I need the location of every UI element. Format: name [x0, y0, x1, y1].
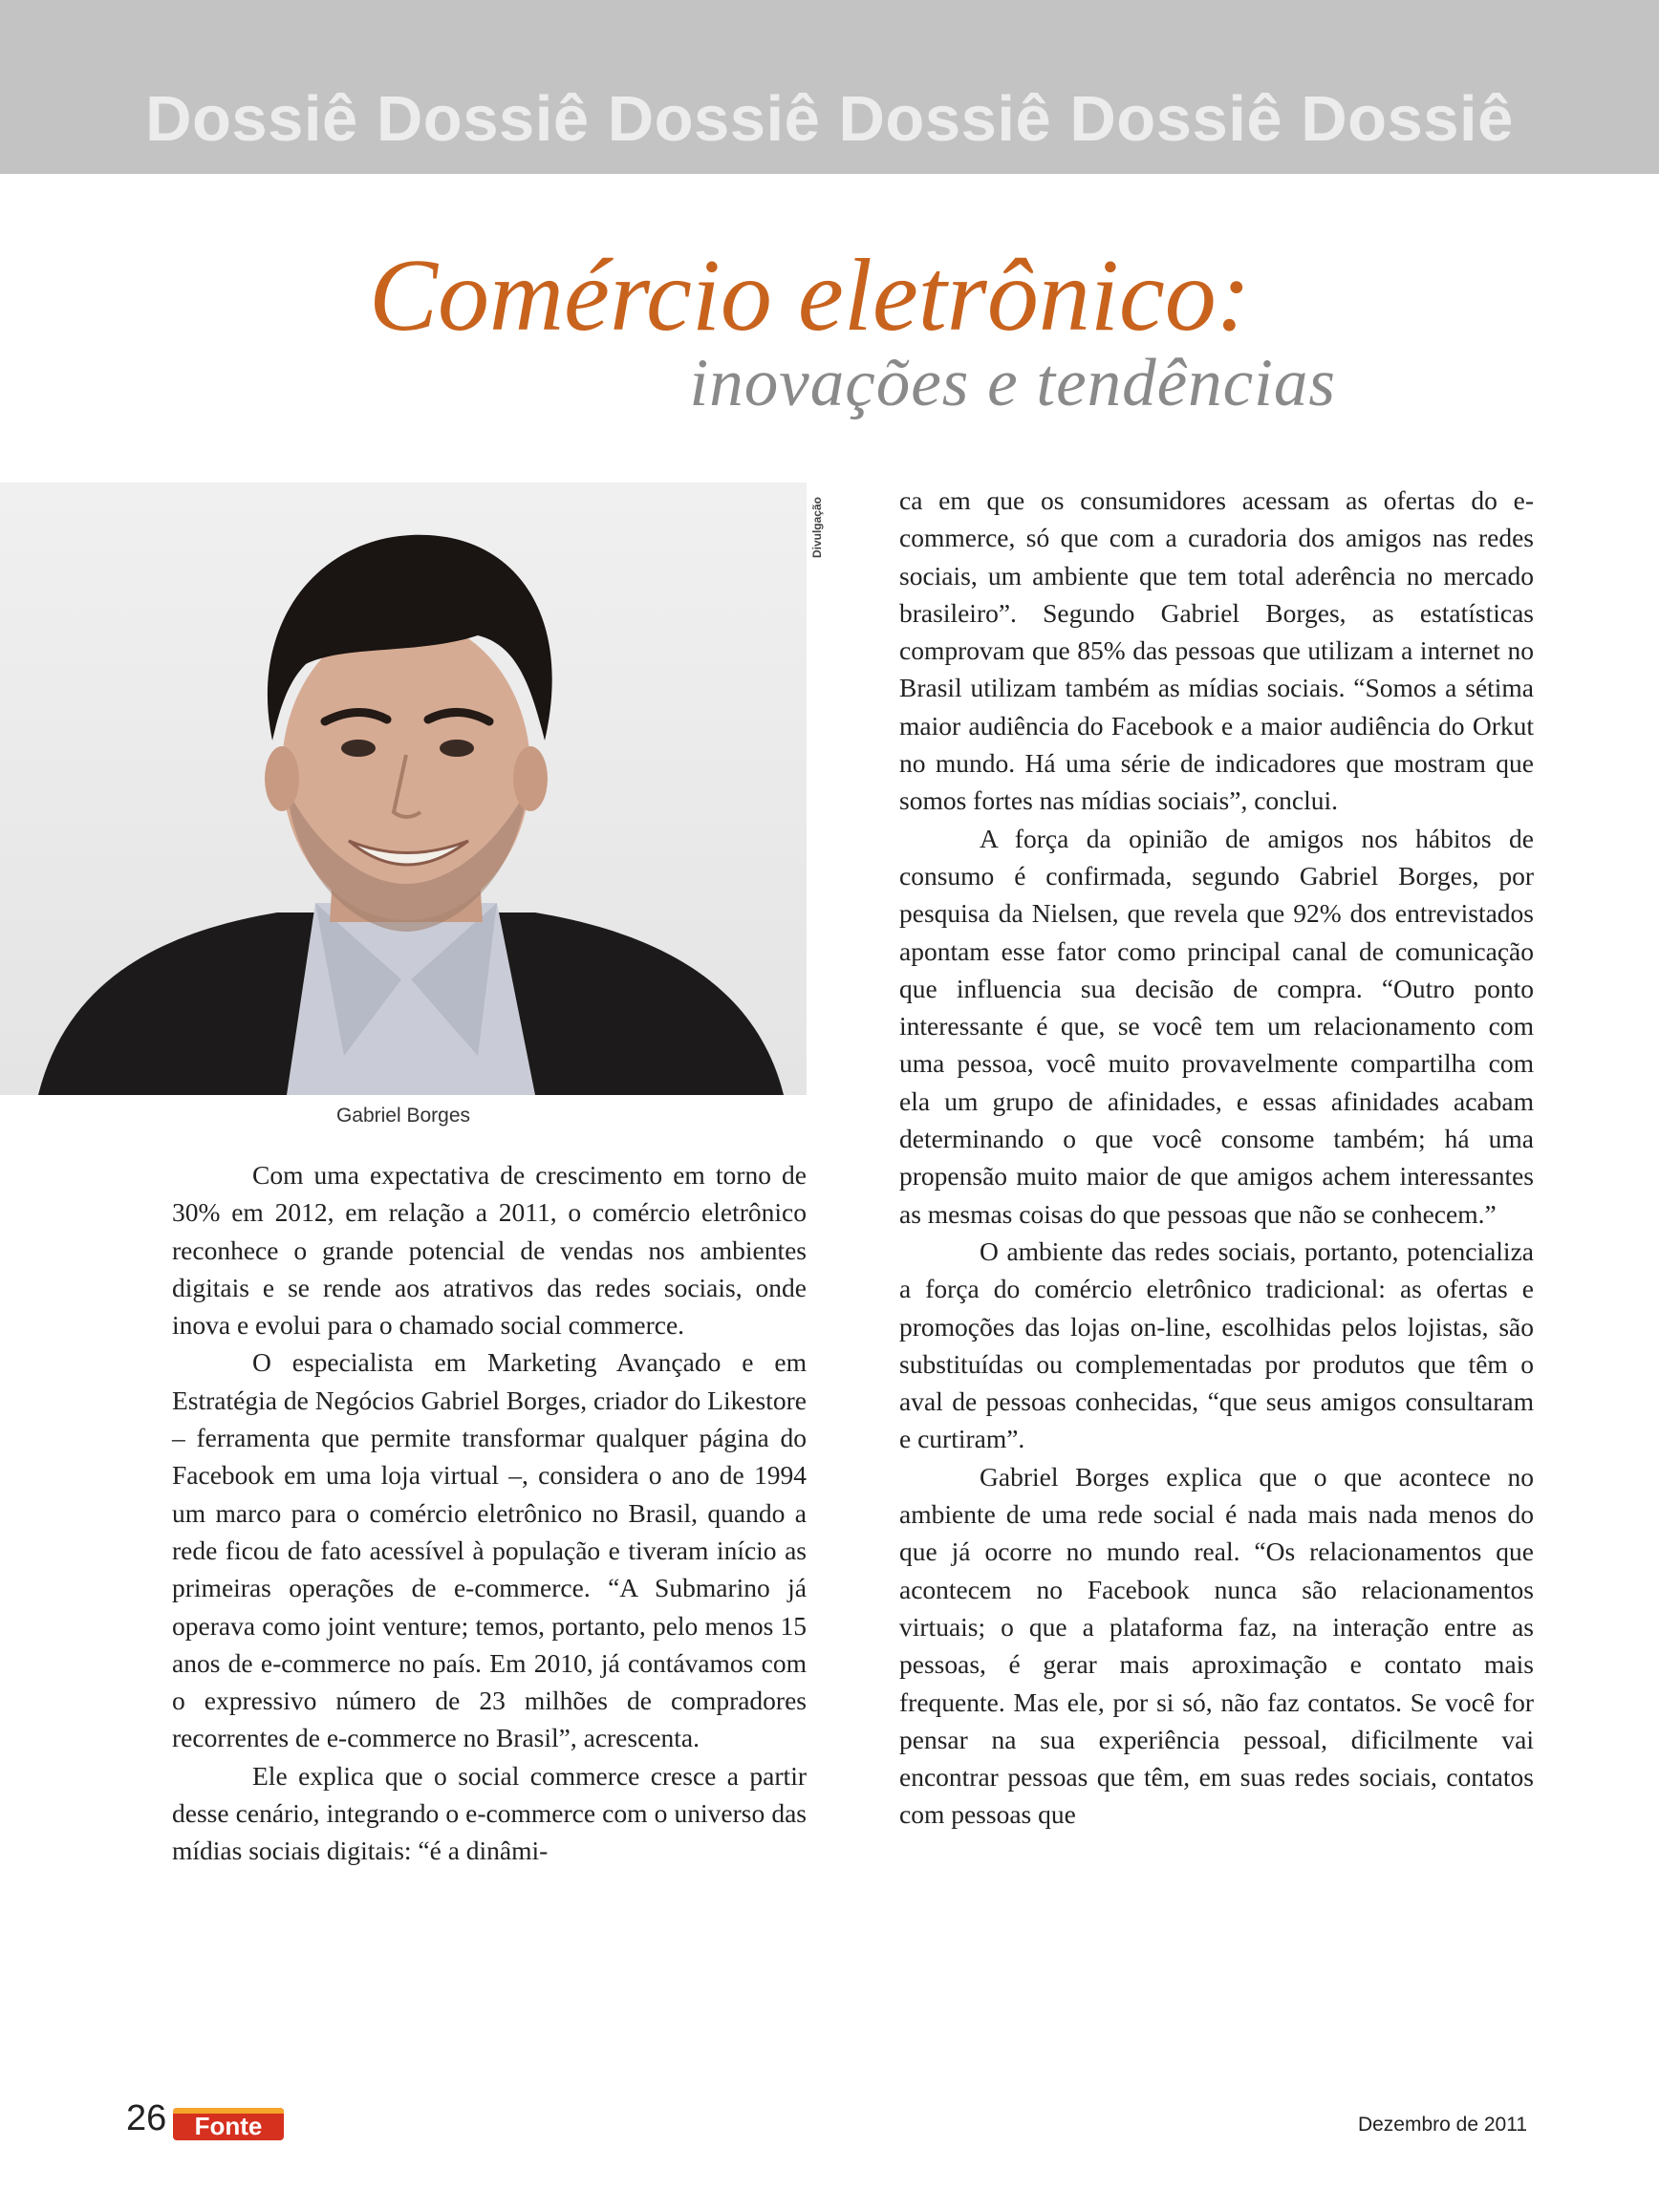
portrait-illustration — [0, 483, 807, 1095]
paragraph: Gabriel Borges explica que o que acontece no ambiente de uma rede social é nada mais nada menos do que já ocorre no mundo real. “Os relacionamentos que acontecem no Facebook nunca são relacionamentos virtuais; o que a plataforma faz, na interação entre as pessoas, é gerar mais aproximação e contato mais frequente. Mas ele, por si só, não faz contatos. Se você for pensar na sua experiência pessoal, dificilmente vai encontrar pessoas que têm, em suas redes sociais, contatos com pessoas que — [899, 1461, 1534, 1830]
paragraph: Ele explica que o social commerce cresce a partir desse cenário, integrando o e-commerce com o universo das mídias sociais digitais: “é a dinâmi- — [172, 1760, 807, 1866]
portrait-photo — [0, 483, 807, 1095]
logo-text: Fonte — [194, 2112, 263, 2140]
photo-caption: Gabriel Borges — [335, 1105, 471, 1127]
magazine-logo — [173, 2108, 284, 2140]
paragraph: ca em que os consumidores acessam as ofertas do e-commerce, só que com a curadoria dos amigos nas redes sociais, um ambiente que tem total aderência no mercado brasileiro”. Segundo Gabriel Borges, as estatísticas comprovam que 85% das pessoas que utilizam a internet no Brasil utilizam também as mídias sociais. “Somos a sétima maior audiência do Facebook e a maior audiência do Orkut no mundo. Há uma série de indicadores que mostram que somos fortes nas mídias sociais”, conclui. — [899, 485, 1534, 816]
right-column — [899, 482, 1534, 1834]
article-subtitle: inovações e tendências — [689, 346, 1336, 420]
issue-date: Dezembro de 2011 — [1357, 2114, 1527, 2136]
article-title: Comércio eletrônico: — [369, 239, 1251, 353]
banner-text: Dossiê Dossiê Dossiê Dossiê Dossiê Dossiê — [145, 83, 1514, 155]
paragraph: A força da opinião de amigos nos hábitos de consumo é confirmada, segundo Gabriel Borges, por pesquisa da Nielsen, que revela que 92% dos entrevistados apontam esse fator como principal canal de comunicação que influencia sua decisão de compra. “Outro ponto interessante é que, se você tem um relacionamento com uma pessoa, você muito provavelmente compartilha com ela um grupo de afinidades, e essas afinidades acabam determinando o que você consome também; há uma propensão muito maior de que amigos achem interessantes as mesmas coisas do que pessoas que não se conhecem.” — [899, 823, 1534, 1229]
paragraph: O ambiente das redes sociais, portanto, potencializa a força do comércio eletrônico tradicional: as ofertas e promoções das lojas on-line, escolhidas pelos lojistas, são substituídas ou complementadas por produtos que têm o aval de pessoas conhecidas, “que seus amigos consultaram e curtiram”. — [899, 1235, 1534, 1454]
page-number: 26 — [126, 2098, 167, 2138]
photo-credit: Divulgação — [810, 497, 824, 559]
header-banner — [0, 0, 1659, 174]
paragraph: Com uma expectativa de crescimento em torno de 30% em 2012, em relação a 2011, o comércio eletrônico reconhece o grande potencial de vendas nos ambientes digitais e se rende aos atrativos das redes sociais, onde inova e evolui para o chamado social commerce. — [172, 1160, 807, 1341]
paragraph: O especialista em Marketing Avançado e em Estratégia de Negócios Gabriel Borges, criador do Likestore – ferramenta que permite transformar qualquer página do Facebook em uma loja virtual –, considera o ano de 1994 um marco para o comércio eletrônico no Brasil, quando a rede ficou de fato acessível à população e tiveram início as primeiras operações de e-commerce. “A Submarino já operava como joint venture; temos, portanto, pelo menos 15 anos de e-commerce no país. Em 2010, já contávamos com o expressivo número de 23 milhões de compradores recorrentes de e-commerce no Brasil”, acrescenta. — [172, 1347, 807, 1753]
left-column — [172, 1156, 807, 1870]
